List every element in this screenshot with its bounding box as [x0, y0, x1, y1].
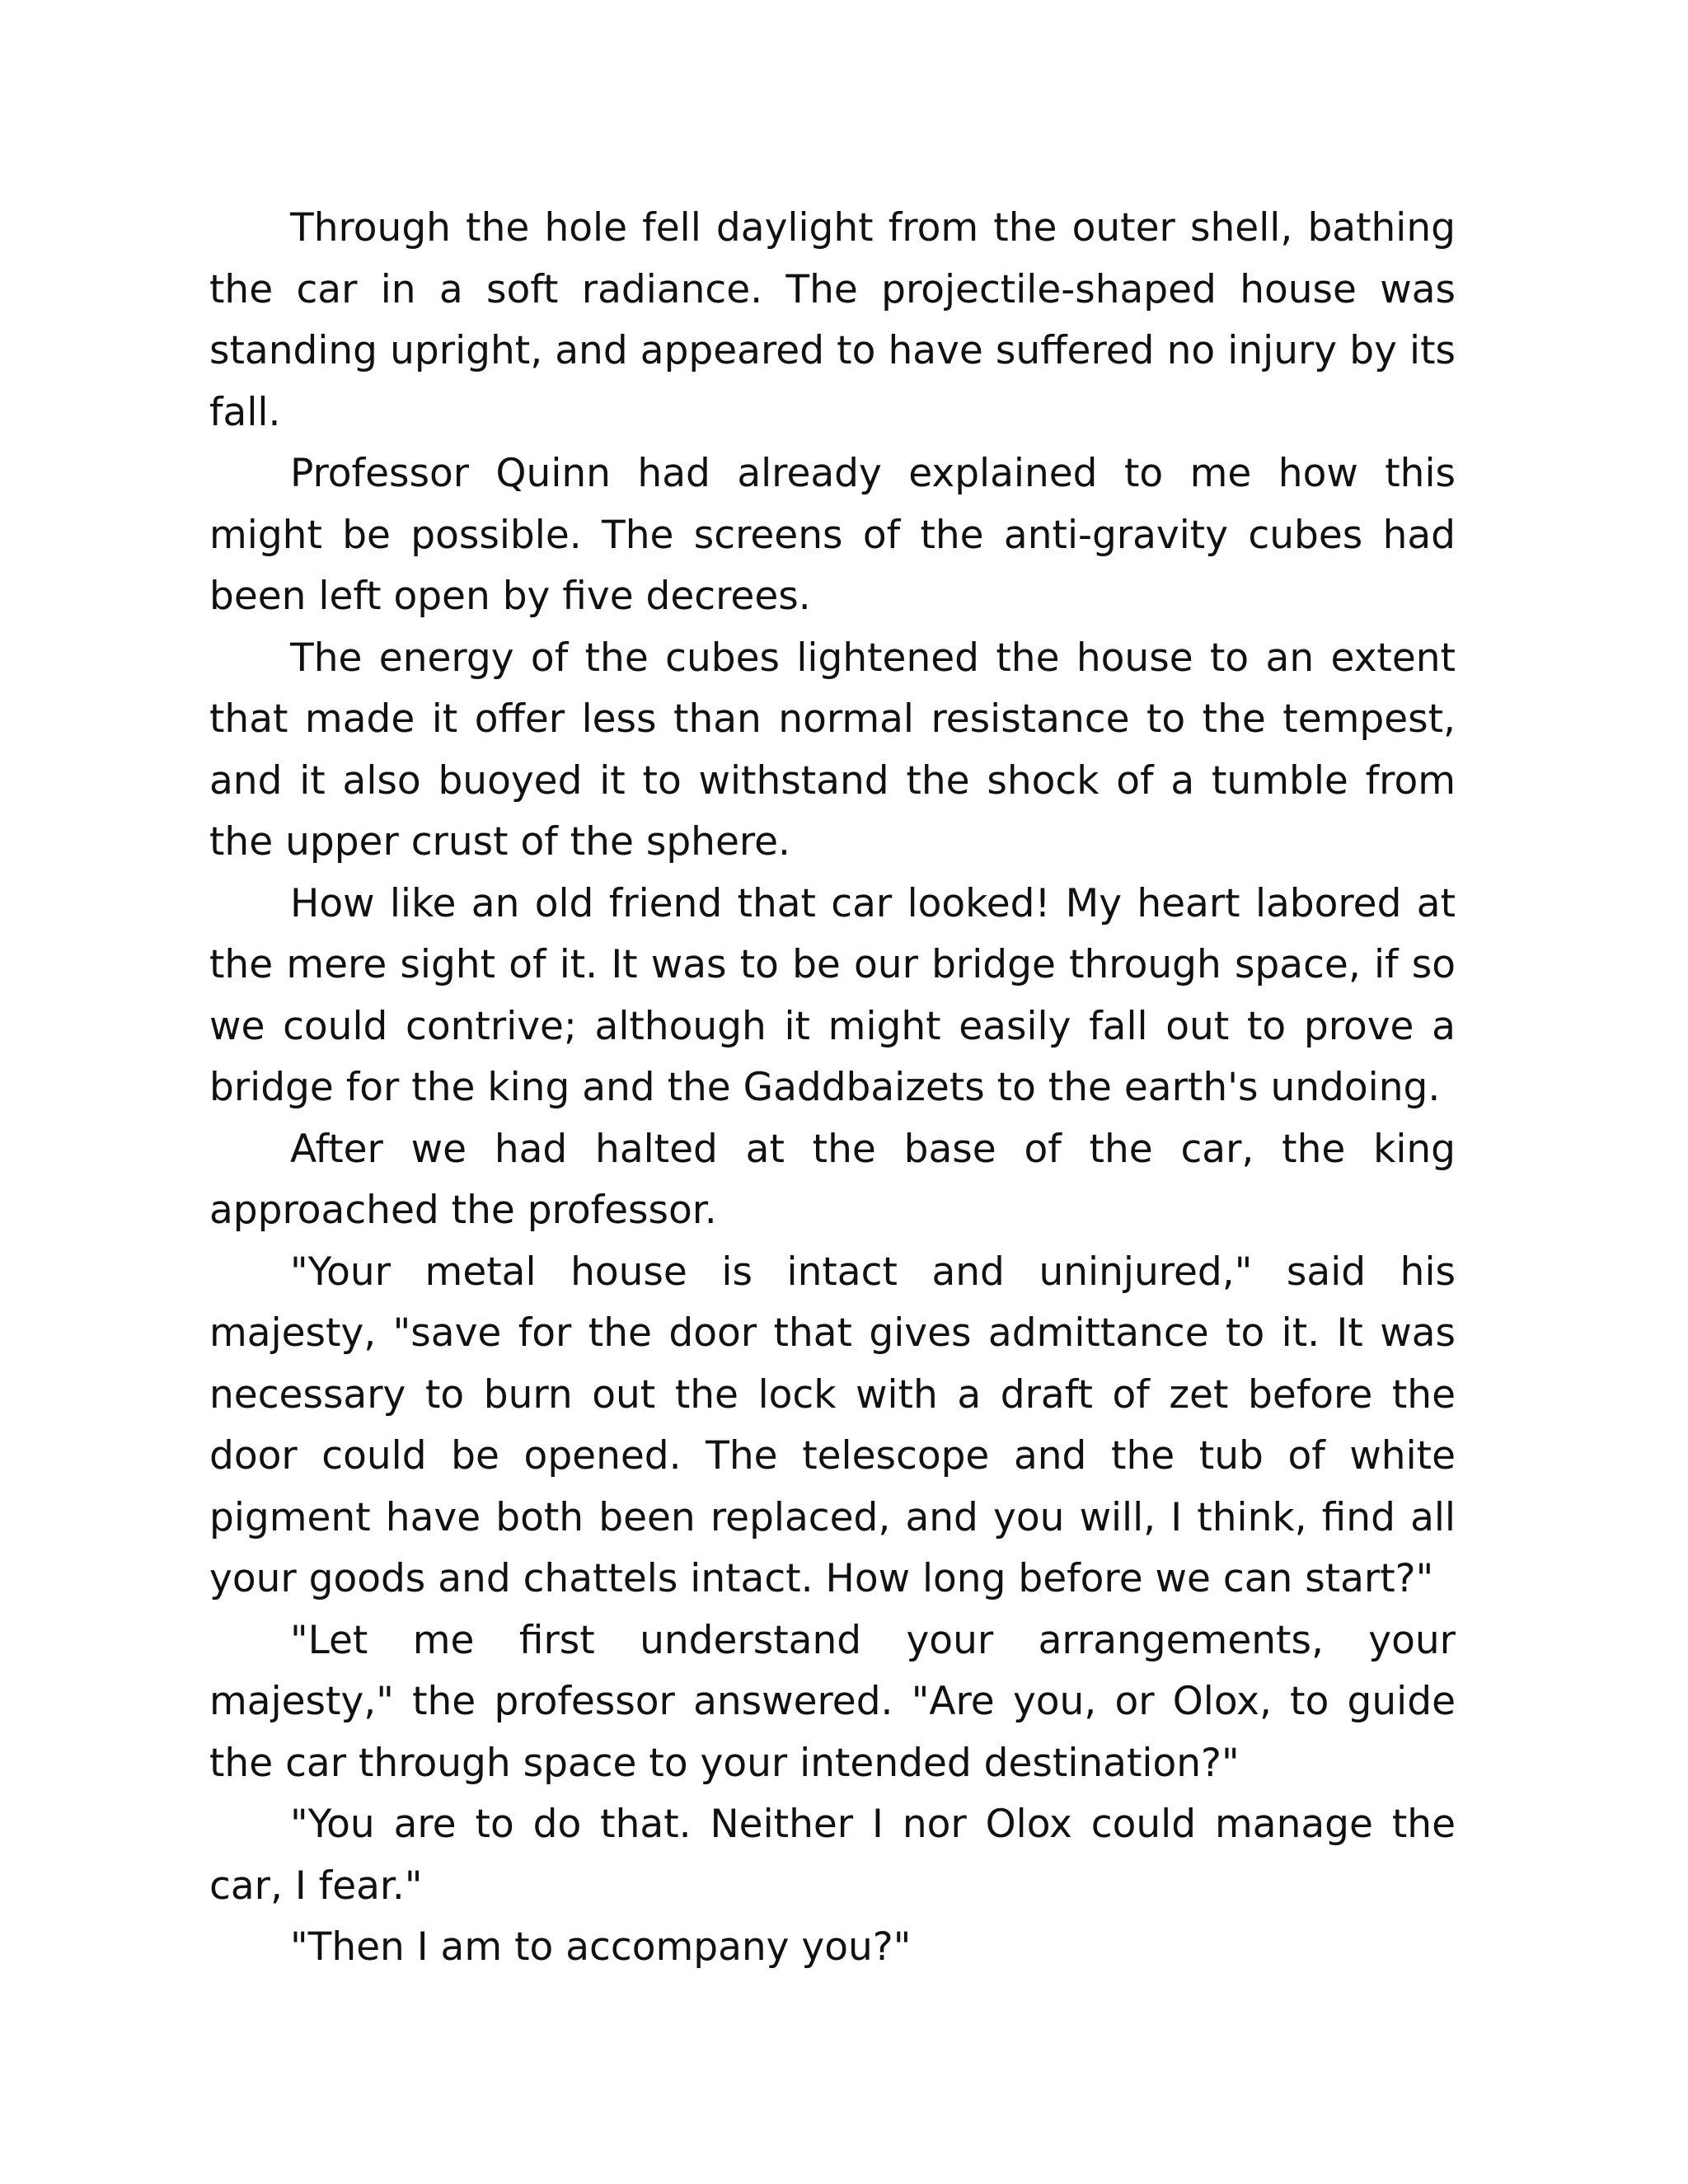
- paragraph-6: "Your metal house is intact and uninjured," said his majesty, "save for the door that gives admittance to it. It was necessary to burn out the lock with a draft of zet before the door could be opened. The telescope and the tub of white pigment have both been replaced, and you will, I think, find all your goods and chattels intact. How long before we can start?": [209, 1249, 1456, 1601]
- paragraph-2: Professor Quinn had already explained to me how this might be possible. The screens of the anti-gravity cubes had been left open by five decrees.: [209, 451, 1456, 619]
- paragraph-5: After we had halted at the base of the car, the king approached the professor.: [209, 1126, 1456, 1233]
- body-text: [209, 198, 1456, 1979]
- paragraph-1: Through the hole fell daylight from the outer shell, bathing the car in a soft radiance. The projectile-shaped house was standing upright, and appeared to have suffered no injury by its fall.: [209, 205, 1456, 435]
- paragraph-7: "Let me first understand your arrangements, your majesty," the professor answered. "Are you, or Olox, to guide the car through space to your intended destination?": [209, 1617, 1456, 1786]
- paragraph-4: How like an old friend that car looked! My heart labored at the mere sight of it. It was to be our bridge through space, if so we could contrive; although it might easily fall out to prove a bridge for the king and the Gaddbaizets to the earth's undoing.: [209, 880, 1456, 1110]
- paragraph-8: "You are to do that. Neither I nor Olox could manage the car, I fear.": [209, 1802, 1456, 1909]
- paragraph-3: The energy of the cubes lightened the house to an extent that made it offer less than normal resistance to the tempest, and it also buoyed it to withstand the shock of a tumble from the upper crust of the sphere.: [209, 635, 1456, 865]
- paragraph-9: "Then I am to accompany you?": [290, 1924, 912, 1970]
